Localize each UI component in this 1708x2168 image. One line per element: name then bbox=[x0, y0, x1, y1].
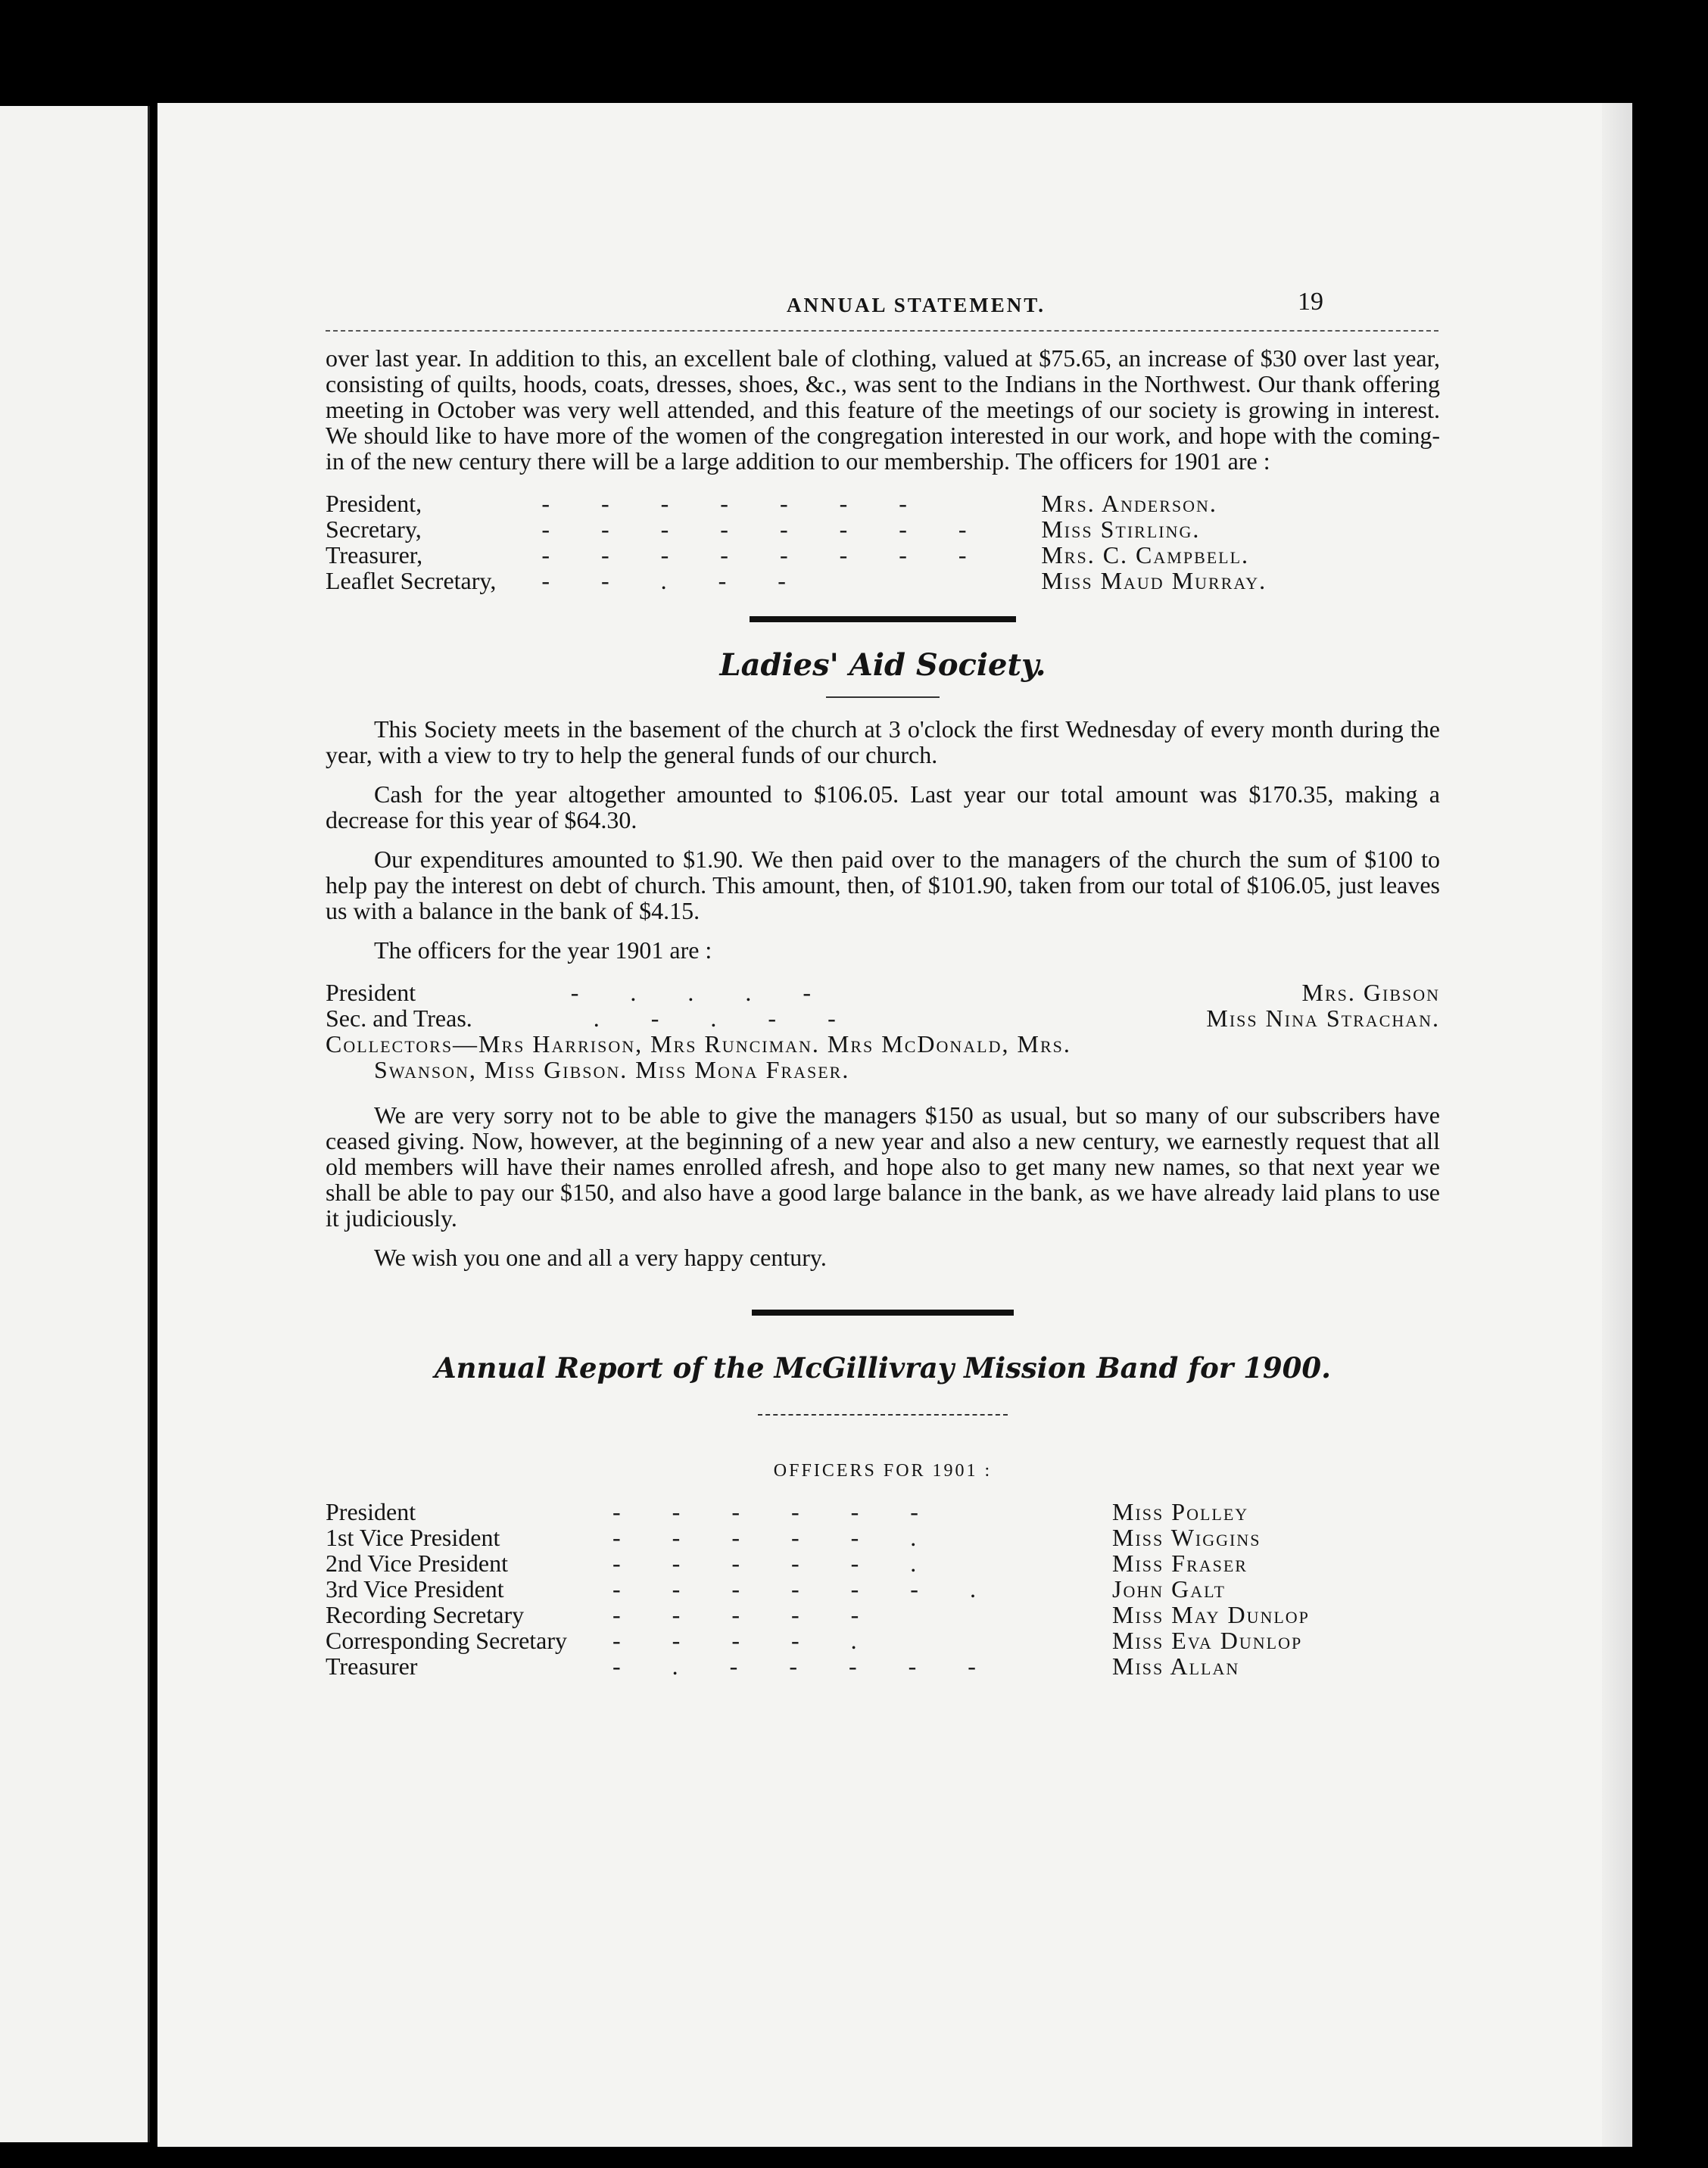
section-divider-thick bbox=[750, 616, 1016, 622]
leader-dots: - - . - - bbox=[541, 567, 809, 594]
officer-row bbox=[326, 542, 1440, 568]
leader-dots: - - - - - - - bbox=[541, 490, 930, 517]
officer-row bbox=[326, 568, 1440, 593]
officer-role: Treasurer bbox=[326, 1652, 418, 1680]
section-divider-thick bbox=[752, 1310, 1014, 1316]
page-edge-shadow bbox=[1602, 103, 1632, 2147]
officer-role: Corresponding Secretary bbox=[326, 1627, 568, 1654]
officer-role: Secretary, bbox=[326, 516, 422, 543]
officer-row bbox=[326, 1499, 1440, 1525]
society-officers-table bbox=[326, 491, 1440, 593]
leader-dots: - . . . - bbox=[570, 979, 834, 1006]
officer-name: Mrs. Anderson. bbox=[1041, 490, 1217, 517]
officer-name: Miss Nina Strachan. bbox=[1206, 1005, 1440, 1032]
previous-page-edge bbox=[0, 106, 150, 2142]
page-content bbox=[326, 345, 1440, 1679]
officer-role: Recording Secretary bbox=[326, 1601, 525, 1628]
leader-dots: - - - - - . bbox=[612, 1550, 940, 1577]
ladies-aid-paragraph-2: Cash for the year altogether amounted to $106.05. Last year our total amount was $170.35, making a decrease for this year of $64.30. bbox=[326, 780, 1440, 833]
ladies-aid-paragraph-5: We are very sorry not to be able to give the managers $150 as usual, but so many of our subscribers have ceased giving. Now, however, at the beginning of a new year and also a new century, we earnestly request that all old members will have their names enrolled afresh, and hope also to get many new names, so that next year we shall be able to pay our $150, and also have a good large balance in the bank, as we have already laid plans to use it judiciously. bbox=[326, 1101, 1440, 1232]
officer-name: Miss Maud Murray. bbox=[1041, 567, 1267, 594]
officer-name: Miss Stirling. bbox=[1041, 516, 1201, 543]
officer-name: Miss Wiggins bbox=[1112, 1524, 1261, 1551]
officer-name: Miss Eva Dunlop bbox=[1112, 1627, 1303, 1654]
officer-name: Miss Fraser bbox=[1112, 1550, 1248, 1577]
ladies-aid-paragraph-4: The officers for the year 1901 are : bbox=[374, 936, 712, 964]
mission-band-officers-table bbox=[326, 1499, 1440, 1679]
page-number: 19 bbox=[1298, 288, 1323, 316]
collectors-line-2: Swanson, Miss Gibson. Miss Mona Fraser. bbox=[374, 1056, 850, 1083]
leader-dots: - - - - - - bbox=[612, 1498, 941, 1525]
officer-role: President bbox=[326, 1498, 416, 1525]
officer-row bbox=[326, 1525, 1440, 1550]
officer-row bbox=[326, 1550, 1440, 1576]
document-page bbox=[157, 103, 1632, 2147]
collectors-line-1: Collectors—Mrs Harrison, Mrs Runciman. Mrs McDonald, Mrs. bbox=[326, 1030, 1071, 1058]
officer-name: Miss May Dunlop bbox=[1112, 1601, 1310, 1628]
officer-row bbox=[326, 980, 1440, 1005]
leader-dots: - - - - . bbox=[612, 1627, 880, 1654]
leader-dots: - - - - - - . bbox=[612, 1575, 999, 1603]
continuation-paragraph: over last year. In addition to this, an excellent bale of clothing, valued at $75.65, an increase of $30 over last year, consisting of quilts, hoods, coats, dresses, shoes, &c., was sent to the Indians in the Northwest. Our thank offering meeting in October was very well attended, and this feature of the meetings of our society is growing in interest. We should like to have more of the women of the congregation interested in our work, and hope with the coming-in of the new century there will be a large addition to our membership. The officers for 1901 are : bbox=[326, 344, 1440, 475]
officer-role: Treasurer, bbox=[326, 541, 423, 568]
officer-row bbox=[326, 1602, 1440, 1628]
officer-row bbox=[326, 491, 1440, 516]
officers-label: OFFICERS FOR 1901 : bbox=[773, 1461, 993, 1481]
leader-dots: - - - - - bbox=[612, 1601, 882, 1628]
leader-dots: - - - - - - - - bbox=[541, 516, 990, 543]
officer-name: Mrs. C. Campbell. bbox=[1041, 541, 1250, 568]
section-divider-thin bbox=[758, 1414, 1008, 1416]
officer-row bbox=[326, 1628, 1440, 1653]
officer-name: John Galt bbox=[1112, 1575, 1226, 1603]
officer-role: Leaflet Secretary, bbox=[326, 567, 497, 594]
header-rule bbox=[326, 330, 1438, 332]
officer-role: President bbox=[326, 979, 416, 1006]
running-head: ANNUAL STATEMENT. bbox=[786, 294, 1046, 316]
officer-row bbox=[326, 1576, 1440, 1602]
officer-role: President, bbox=[326, 490, 422, 517]
ladies-aid-paragraph-1: This Society meets in the basement of the church at 3 o'clock the first Wednesday of every month during the year, with a view to try to help the general funds of our church. bbox=[326, 715, 1440, 768]
officer-role: 1st Vice President bbox=[326, 1524, 500, 1551]
leader-dots: - . - - - - - bbox=[612, 1652, 999, 1680]
leader-dots: - - - - - - - - bbox=[541, 541, 990, 568]
ladies-aid-paragraph-6: We wish you one and all a very happy century. bbox=[374, 1244, 827, 1271]
officer-name: Mrs. Gibson bbox=[1301, 979, 1440, 1006]
officer-role: 3rd Vice President bbox=[326, 1575, 504, 1603]
officer-row bbox=[326, 1653, 1440, 1679]
leader-dots: - - - - - . bbox=[612, 1524, 940, 1551]
mission-band-title: Annual Report of the McGillivray Mission Band for 1900. bbox=[434, 1351, 1332, 1385]
officer-role: 2nd Vice President bbox=[326, 1550, 508, 1577]
section-divider-thin bbox=[826, 696, 940, 698]
officer-name: Miss Allan bbox=[1112, 1652, 1240, 1680]
leader-dots: . - . - - bbox=[593, 1005, 859, 1032]
ladies-aid-officers-table bbox=[326, 980, 1440, 1031]
officer-row bbox=[326, 516, 1440, 542]
ladies-aid-paragraph-3: Our expenditures amounted to $1.90. We then paid over to the managers of the church the sum of $100 to help pay the interest on debt of church. This amount, then, of $101.90, taken from our total of $106.05, just leaves us with a balance in the bank of $4.15. bbox=[326, 846, 1440, 924]
officer-role: Sec. and Treas. bbox=[326, 1005, 472, 1032]
officer-name: Miss Polley bbox=[1112, 1498, 1249, 1525]
ladies-aid-title: Ladies' Aid Society. bbox=[719, 647, 1046, 683]
officer-row bbox=[326, 1005, 1440, 1031]
